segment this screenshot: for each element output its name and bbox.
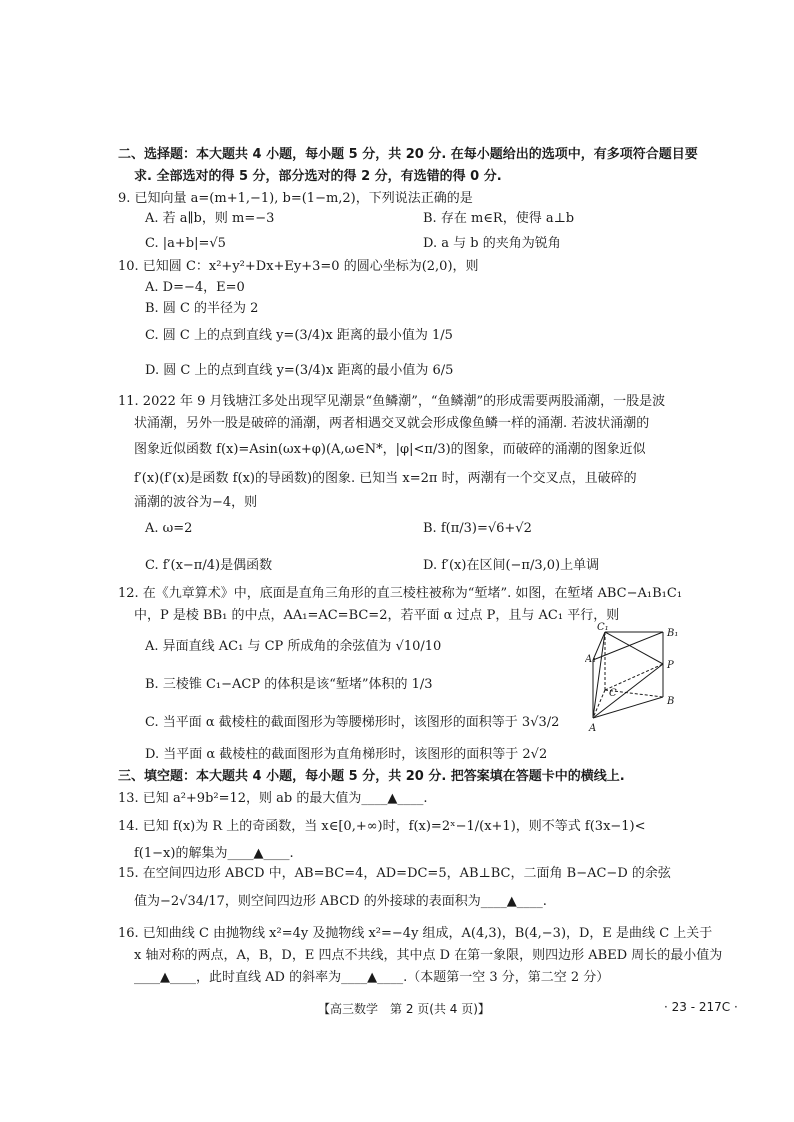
text-line: f′(x)(f′(x)是函数 f(x)的导函数)的图象. 已知当 x=2π 时，两潮有一个交叉点，且破碎的 [134, 471, 637, 486]
text-line: 9. 已知向量 a=(m+1,−1), b=(1−m,2)，下列说法正确的是 [118, 191, 473, 206]
text-line: C. 当平面 α 截棱柱的截面图形为等腰梯形时，该图形的面积等于 3√3/2 [145, 715, 560, 730]
text-line: 10. 已知圆 C：x²+y²+Dx+Ey+3=0 的圆心坐标为(2,0)，则 [118, 259, 479, 274]
text-line: 二、选择题：本大题共 4 小题，每小题 5 分，共 20 分. 在每小题给出的选项中，有多项符合题目要 [118, 147, 698, 162]
text-line: D. f′(x)在区间(−π/3,0)上单调 [423, 558, 600, 573]
text-line: 中，P 是棱 BB₁ 的中点，AA₁=AC=BC=2，若平面 α 过点 P，且与 AC₁ 平行，则 [134, 608, 620, 623]
text-line: 13. 已知 a²+9b²=12，则 ab 的最大值为____▲____. [118, 791, 428, 806]
text-line: 11. 2022 年 9 月钱塘江多处出现罕见潮景“鱼鳞潮”，“鱼鳞潮”的形成需要两股涌潮，一股是波 [118, 394, 666, 409]
prism-figure [585, 622, 695, 737]
text-line: 三、填空题：本大题共 4 小题，每小题 5 分，共 20 分. 把答案填在答题卡中的横线上. [118, 769, 625, 784]
label-P: P [667, 660, 674, 671]
text-line: D. 当平面 α 截棱柱的截面图形为直角梯形时，该图形的面积等于 2√2 [145, 747, 548, 762]
text-line: B. f(π/3)=√6+√2 [423, 521, 532, 536]
text-line: D. 圆 C 上的点到直线 y=(3/4)x 距离的最小值为 6/5 [145, 363, 454, 378]
label-C: C [609, 688, 617, 699]
text-line: B. 圆 C 的半径为 2 [145, 301, 259, 316]
text-line: 求. 全部选对的得 5 分，部分选对的得 2 分，有选错的得 0 分. [134, 169, 502, 184]
footer-code: · 23 - 217C · [664, 1000, 738, 1014]
text-line: ____▲____，此时直线 AD 的斜率为____▲____.（本题第一空 3 分，第二空 2 分） [134, 970, 610, 985]
text-line: A. ω=2 [145, 521, 193, 536]
footer-page-info: 【高三数学 第 2 页(共 4 页)】 [318, 1002, 490, 1016]
text-line: C. 圆 C 上的点到直线 y=(3/4)x 距离的最小值为 1/5 [145, 328, 453, 343]
text-line: f(1−x)的解集为____▲____. [134, 846, 294, 861]
label-A1: A₁ [585, 654, 597, 665]
text-line: B. 存在 m∈R，使得 a⊥b [423, 211, 575, 226]
text-line: A. 异面直线 AC₁ 与 CP 所成角的余弦值为 √10/10 [145, 639, 442, 654]
label-B1: B₁ [667, 628, 679, 639]
text-line: x 轴对称的两点，A，B，D，E 四点不共线，其中点 D 在第一象限，则四边形 ABED 周长的最小值为 [134, 948, 723, 963]
text-line: C. |a+b|=√5 [145, 236, 226, 251]
text-line: D. a 与 b 的夹角为锐角 [423, 236, 561, 251]
text-line: 图象近似函数 f(x)=Asin(ωx+φ)(A,ω∈N*，|φ|<π/3)的图象，而破碎的涌潮的图象近似 [134, 442, 646, 457]
text-line: 16. 已知曲线 C 由抛物线 x²=4y 及抛物线 x²=−4y 组成，A(4,3)，B(4,−3)，D，E 是曲线 C 上关于 [118, 926, 713, 941]
text-line: C. f′(x−π/4)是偶函数 [145, 558, 273, 573]
text-line: 涌潮的波谷为−4，则 [134, 495, 258, 510]
label-A: A [589, 723, 597, 734]
text-line: 状涌潮，另外一股是破碎的涌潮，两者相遇交叉就会形成像鱼鳞一样的涌潮. 若波状涌潮的 [134, 416, 650, 431]
text-line: A. 若 a∥b，则 m=−3 [145, 211, 275, 226]
text-line: A. D=−4，E=0 [145, 280, 245, 295]
text-line: 12. 在《九章算术》中，底面是直角三角形的直三棱柱被称为“堑堵”. 如图，在堑堵 ABC−A₁B₁C₁ [118, 586, 683, 601]
label-C1: C₁ [597, 622, 609, 633]
text-line: 值为−2√34/17，则空间四边形 ABCD 的外接球的表面积为____▲____. [134, 894, 547, 909]
text-line: 15. 在空间四边形 ABCD 中，AB=BC=4，AD=DC=5，AB⊥BC，二面角 B−AC−D 的余弦 [118, 866, 671, 881]
text-line: 14. 已知 f(x)为 R 上的奇函数，当 x∈[0,+∞)时，f(x)=2ˣ−1/(x+1)，则不等式 f(3x−1)< [118, 819, 646, 834]
text-line: B. 三棱锥 C₁−ACP 的体积是该“堑堵”体积的 1/3 [145, 677, 433, 692]
label-B: B [667, 696, 675, 707]
